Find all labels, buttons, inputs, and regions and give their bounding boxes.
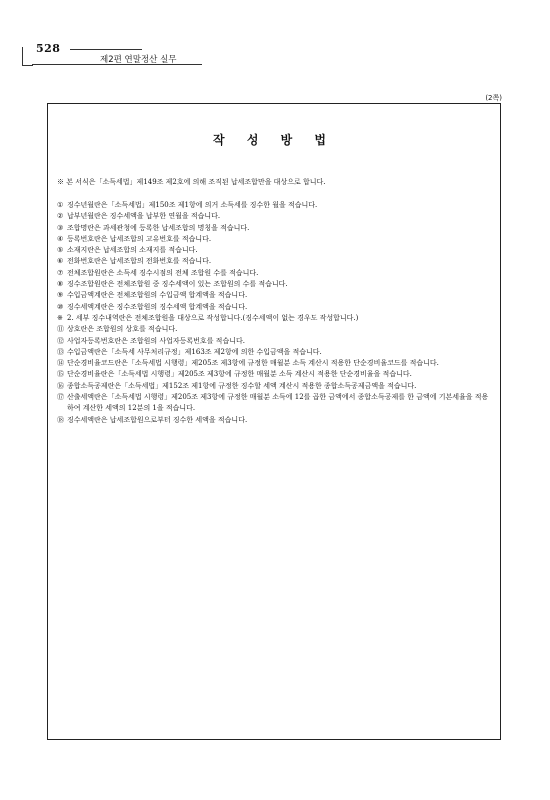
- item-text: 수입금액계란은 전체조합원의 수입금액 합계액을 적습니다.: [67, 291, 248, 300]
- item-text: 수입금액란은「소득세 사무처리규정」제163조 제2항에 의한 수입금액을 적습니다.: [67, 347, 322, 356]
- item-marker: ⑫: [57, 336, 64, 345]
- item-marker: ④: [57, 234, 64, 243]
- instruction-item: [57, 369, 492, 380]
- instruction-item: [57, 336, 492, 347]
- item-text: 상호란은 조합원의 상호를 적습니다.: [67, 325, 178, 334]
- instruction-item: [57, 302, 492, 313]
- instruction-item: [57, 392, 492, 415]
- item-marker: ⑭: [57, 359, 64, 368]
- instruction-item: [57, 200, 492, 211]
- instruction-item: [57, 223, 492, 234]
- instruction-item: [57, 415, 492, 426]
- instruction-item: [57, 358, 492, 369]
- item-text: 소재지란은 납세조합의 소재지를 적습니다.: [67, 246, 198, 255]
- item-text: 종합소득공제란은「소득세법」제152조 제1항에 규정한 징수할 세액 계산시 적용한 종합소득공제금액을 적습니다.: [67, 381, 417, 390]
- instruction-item: [57, 381, 492, 392]
- item-text: 전화번호란은 납세조합의 전화번호를 적습니다.: [67, 257, 212, 266]
- item-text: 단순경비율란은「소득세법 시행령」제205조 제3항에 규정한 매월분 소득 계산시 적용한 단순경비율을 적습니다.: [67, 370, 412, 379]
- instruction-item: [57, 313, 492, 324]
- page-header: [22, 38, 222, 68]
- item-text: 조합명란은 과세관청에 등록한 납세조합의 명칭을 적습니다.: [67, 223, 250, 232]
- item-text: 징수세액란은 납세조합원으로부터 징수한 세액을 적습니다.: [67, 415, 248, 424]
- item-marker: ⑧: [57, 280, 64, 289]
- note-text: 본 서식은「소득세법」제149조 제2호에 의해 조직된 납세조합만을 대상으로 합니다.: [66, 178, 326, 186]
- item-marker: ⑯: [57, 381, 64, 390]
- item-marker: ⑤: [57, 246, 64, 255]
- item-marker: ⑪: [57, 325, 64, 334]
- item-marker: ⑦: [57, 268, 64, 277]
- item-marker: ⑱: [57, 415, 64, 424]
- item-text: 사업자등록번호란은 조합원의 사업자등록번호를 적습니다.: [67, 336, 245, 345]
- item-marker: ⑮: [57, 370, 64, 379]
- item-marker: ⑨: [57, 291, 64, 300]
- instruction-item: [57, 324, 492, 335]
- item-marker: ⑰: [57, 393, 64, 402]
- item-marker: ②: [57, 212, 64, 221]
- instruction-item: [57, 268, 492, 279]
- header-rule: [70, 49, 142, 50]
- item-text: 징수세액계란은 징수조합원의 징수세액 합계액을 적습니다.: [67, 302, 248, 311]
- item-text: 단순경비율코드란은「소득세법 시행령」제205조 제3항에 규정한 매월분 소득 계산시 적용한 단순경비율코드를 적습니다.: [67, 359, 439, 368]
- instruction-item: [57, 256, 492, 267]
- item-marker: ①: [57, 201, 64, 209]
- instruction-item: [57, 211, 492, 222]
- item-marker: ⑥: [57, 257, 64, 266]
- item-marker: ※: [57, 313, 63, 322]
- item-text: 2. 세부 징수내역란은 전체조합원을 대상으로 작성합니다.(징수세액이 없는 경우도 작성합니다.): [67, 313, 359, 322]
- instruction-item: [57, 290, 492, 301]
- intro-note: [57, 177, 492, 187]
- item-text: 징수조합원란은 전체조합원 중 징수세액이 있는 조합원의 수를 적습니다.: [67, 280, 288, 289]
- item-text: 납부년월란은 징수세액을 납부한 연월을 적습니다.: [67, 212, 221, 221]
- item-text: 산출세액란은「소득세법 시행령」제205조 제3항에 규정한 매월분 소득에 12를 곱한 금액에서 종합소득공제를 한 금액에 기본세율을 적용하여 계산한 세액의 12분의 1을 적습니다.: [67, 393, 489, 413]
- document-title: 작 성 방 법: [213, 133, 335, 147]
- item-text: 징수년월란은「소득세법」제150조 제1항에 의거 소득세를 징수한 월을 적습니다.: [67, 201, 318, 209]
- item-text: 전체조합원란은 소득세 징수시점의 전체 조합원 수를 적습니다.: [67, 268, 259, 277]
- instruction-item: [57, 279, 492, 290]
- item-marker: ⑬: [57, 347, 64, 356]
- instruction-item: [57, 347, 492, 358]
- item-marker: ③: [57, 223, 64, 232]
- instructions-box: [47, 103, 501, 740]
- item-text: 등록번호란은 납세조합의 고유번호를 적습니다.: [67, 234, 212, 243]
- instruction-item: [57, 234, 492, 245]
- section-title: 제2편 연말정산 실무: [100, 55, 177, 65]
- note-mark: ※: [57, 178, 64, 186]
- page-side-label: (2쪽): [485, 94, 502, 102]
- page-number: 528: [36, 42, 61, 55]
- header-underline: [32, 64, 202, 65]
- instruction-item: [57, 245, 492, 256]
- instruction-list: [57, 200, 492, 426]
- item-marker: ⑩: [57, 302, 64, 311]
